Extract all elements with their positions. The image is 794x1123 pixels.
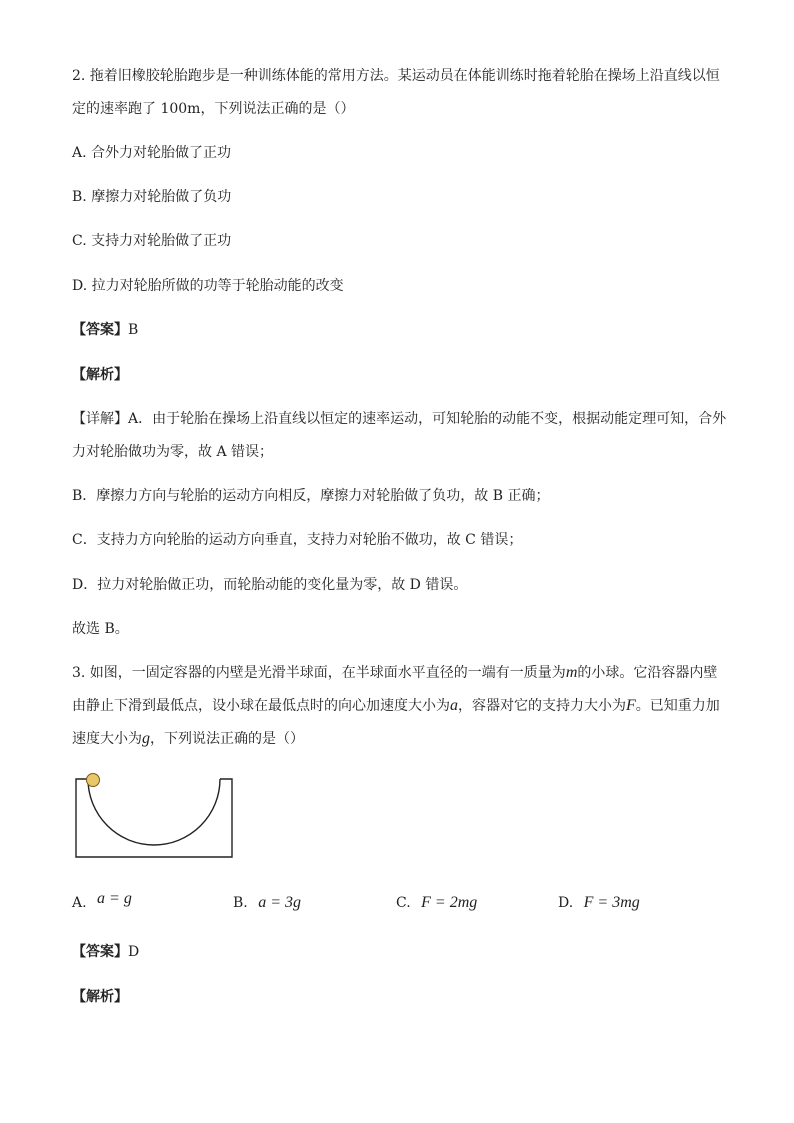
ball-icon — [87, 774, 100, 787]
q3-option-d-formula: F = 3mg — [583, 894, 640, 911]
q3-symbol-g: g — [142, 730, 150, 747]
q3-stem-line1-a: 3. 如图，一固定容器的内壁是光滑半球面，在半球面水平直径的一端有一质量为 — [72, 665, 566, 681]
q2-option-c: C. 支持力对轮胎做了正功 — [72, 233, 232, 249]
q2-stem-line2: 定的速率跑了 100m，下列说法正确的是（） — [72, 101, 355, 117]
q3-option-a-formula: a = g — [97, 890, 132, 907]
q2-detail-line2: 力对轮胎做功为零，故 A 错误； — [72, 444, 274, 460]
q3-stem-line3-b: ，下列说法正确的是（） — [150, 731, 304, 747]
q3-stem-line2-b: ，容器对它的支持力大小为 — [458, 698, 626, 714]
container-outline — [76, 779, 232, 857]
q3-analysis-tag: 【解析】 — [72, 989, 128, 1005]
q3-option-a-label: A. — [72, 895, 87, 911]
q2-answer-tag: 【答案】 — [72, 322, 128, 338]
q2-option-a: A. 合外力对轮胎做了正功 — [72, 145, 232, 161]
q3-option-c-label: C. — [396, 895, 411, 911]
q2-detail-line1: 【详解】A．由于轮胎在操场上沿直线以恒定的速率运动，可知轮胎的动能不变，根据动能定理可知，合外 — [72, 411, 727, 427]
q2-option-d: D. 拉力对轮胎所做的功等于轮胎动能的改变 — [72, 278, 344, 294]
q3-symbol-m: m — [565, 664, 578, 681]
q3-option-d-label: D. — [558, 895, 574, 911]
q2-detail-d: D．拉力对轮胎做正功，而轮胎动能的变化量为零，故 D 错误。 — [72, 577, 468, 593]
q3-stem-line2-c: 。已知重力加 — [635, 698, 720, 714]
q3-symbol-a: a — [450, 697, 458, 714]
q2-option-b: B. 摩擦力对轮胎做了负功 — [72, 189, 232, 205]
q3-symbol-f: F — [626, 697, 636, 714]
q3-option-a — [72, 890, 132, 913]
q2-detail-b: B．摩擦力方向与轮胎的运动方向相反，摩擦力对轮胎做了负功，故 B 正确； — [72, 488, 550, 504]
q2-analysis-tag: 【解析】 — [72, 367, 128, 383]
q2-stem-line1: 2. 拖着旧橡胶轮胎跑步是一种训练体能的常用方法。某运动员在体能训练时拖着轮胎在操场上沿直线以恒 — [72, 68, 720, 84]
q2-conclusion: 故选 B。 — [72, 621, 129, 637]
q3-answer — [72, 942, 139, 962]
q3-stem-line2-a: 由静止下滑到最低点，设小球在最低点时的向心加速度大小为 — [72, 698, 450, 714]
q3-answer-tag: 【答案】 — [72, 944, 128, 960]
q3-stem-line3-a: 速度大小为 — [72, 731, 142, 747]
q3-answer-value: D — [128, 944, 140, 960]
q2-detail-c: C．支持力方向轮胎的运动方向垂直，支持力对轮胎不做功，故 C 错误； — [72, 532, 523, 548]
q3-option-c — [396, 893, 477, 913]
q3-option-d — [558, 893, 640, 913]
q3-stem-line1-b: 的小球。它沿容器内壁 — [577, 665, 718, 681]
q3-option-c-formula: F = 2mg — [421, 894, 478, 911]
q3-option-b-label: B. — [233, 895, 248, 911]
q3-option-b-formula: a = 3g — [258, 894, 301, 911]
q2-answer-value: B — [128, 322, 139, 338]
q3-option-b — [233, 893, 301, 913]
